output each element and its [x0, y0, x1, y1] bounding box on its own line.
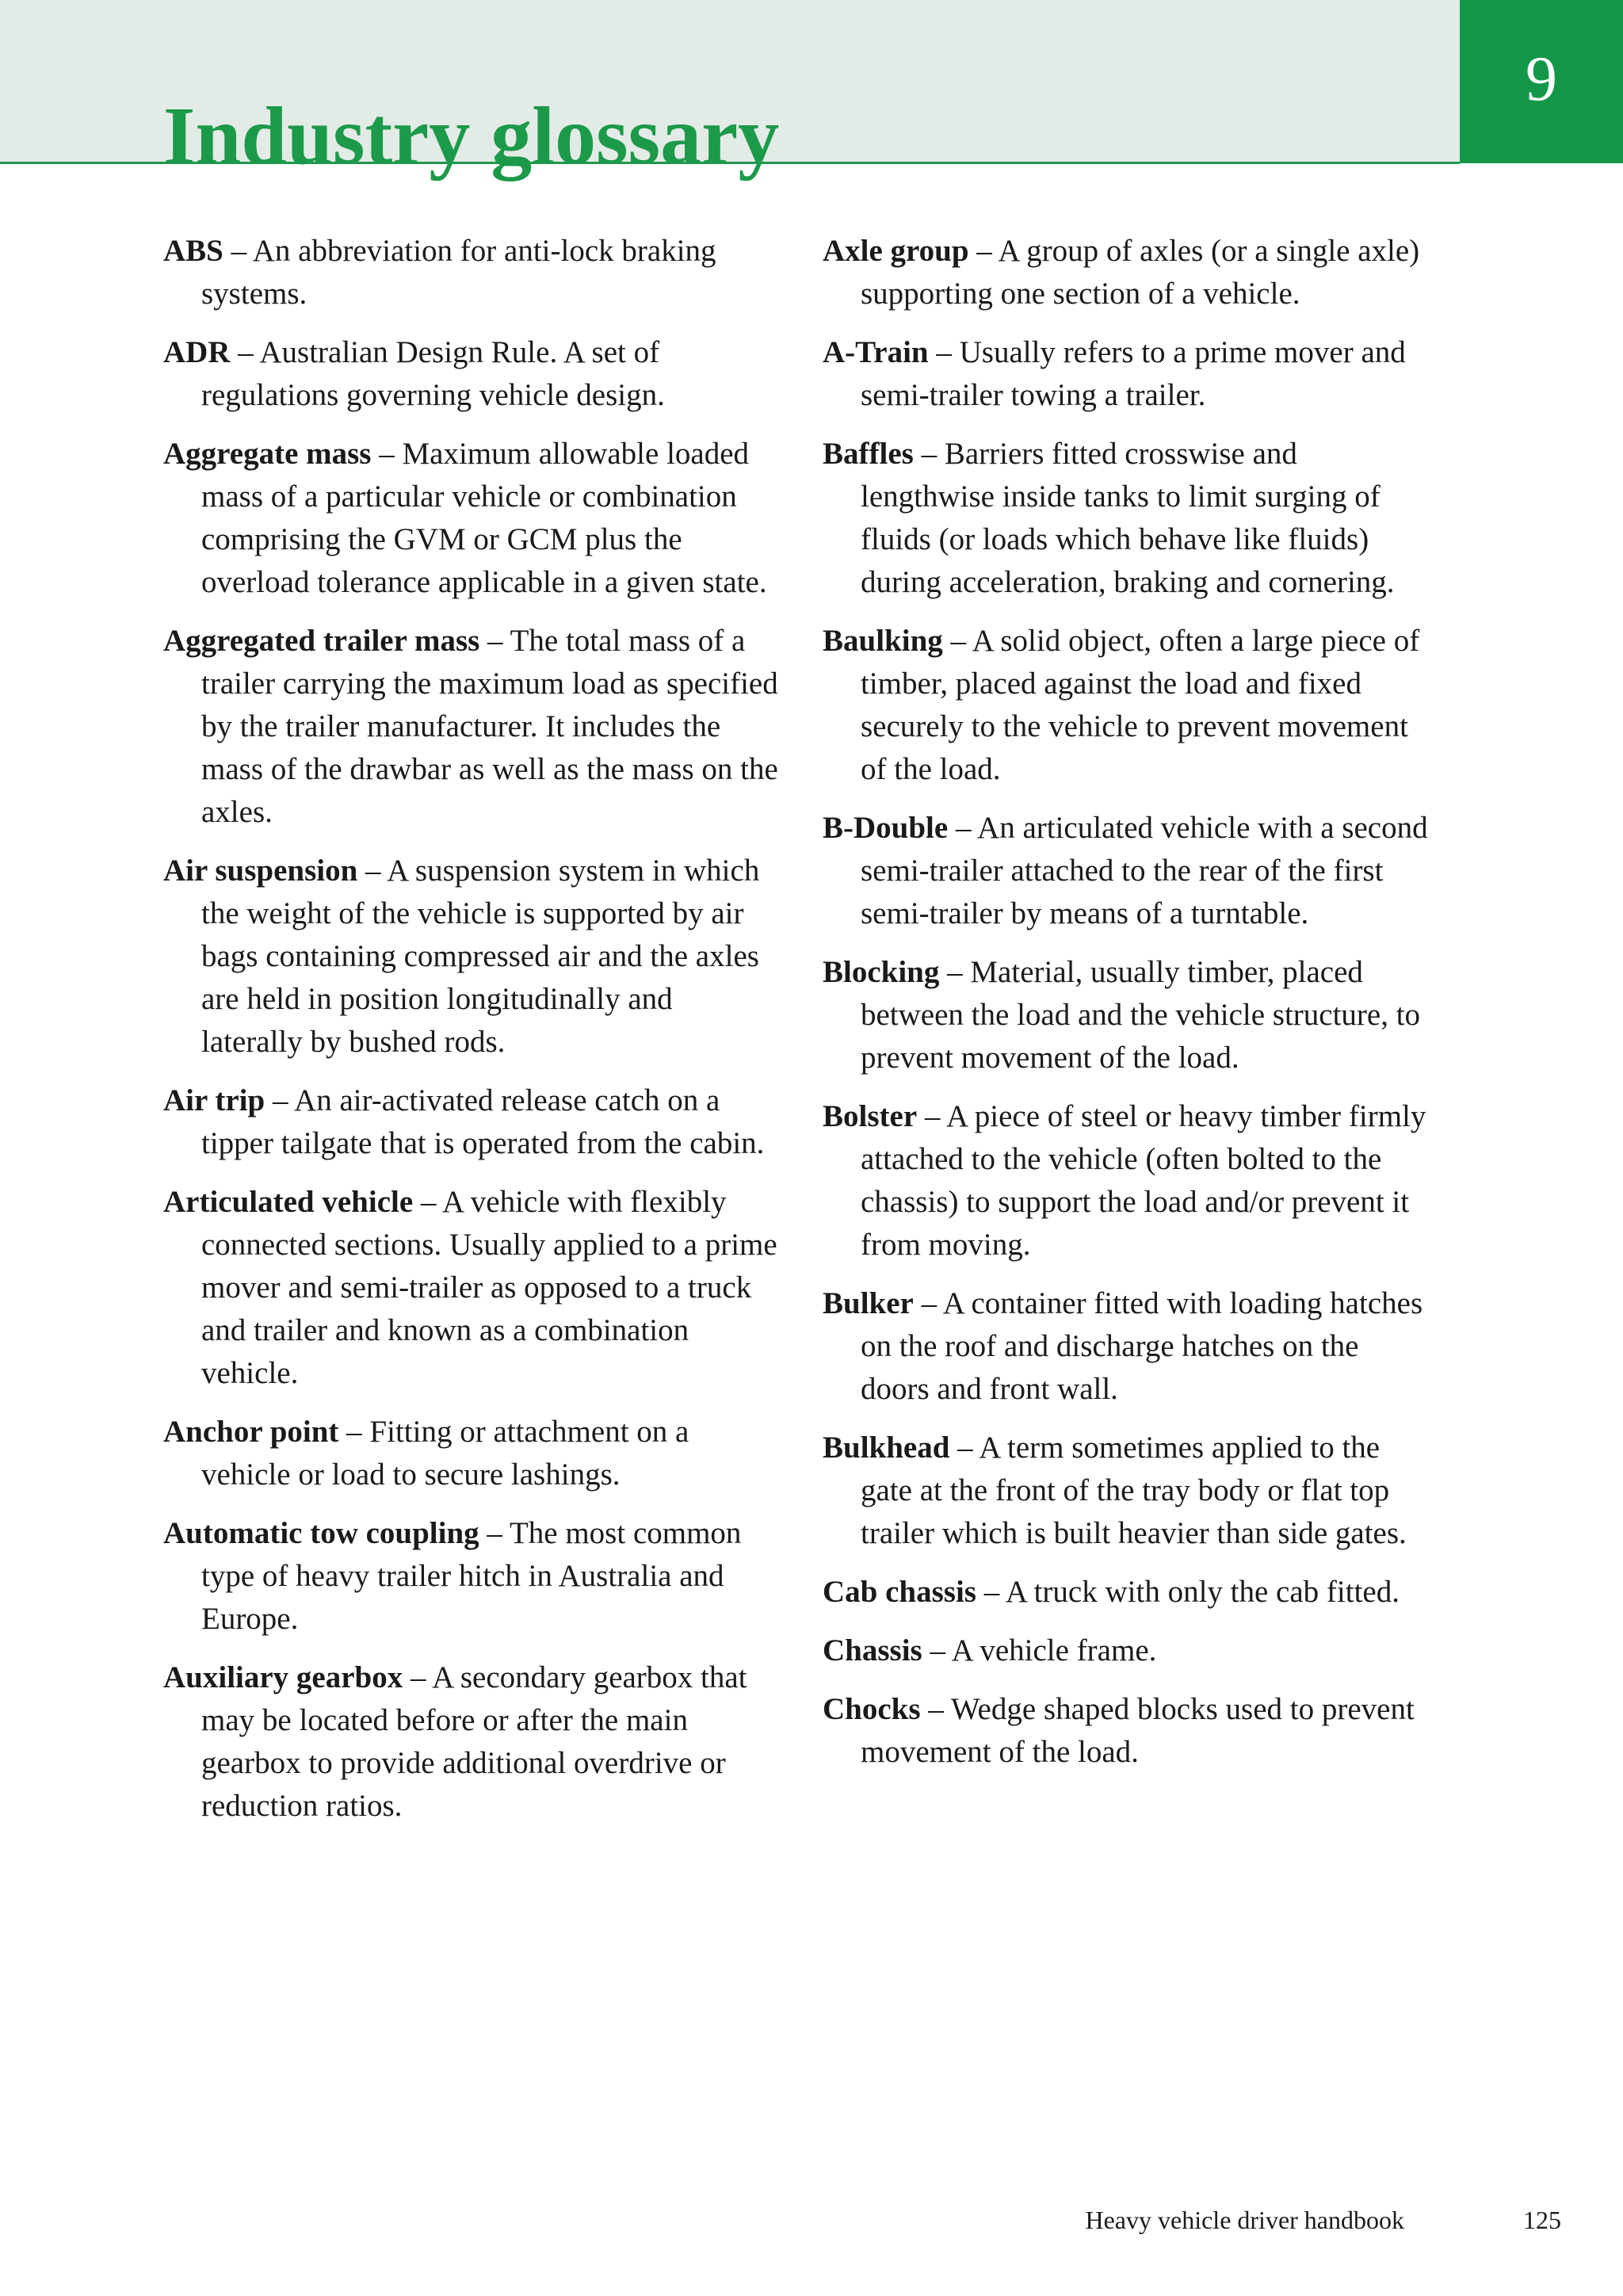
glossary-term: ABS	[163, 234, 223, 268]
glossary-term: Bulkhead	[823, 1431, 950, 1465]
glossary-entry-bulker	[823, 1282, 1433, 1411]
glossary-term: B-Double	[823, 811, 949, 845]
glossary-term: ADR	[163, 335, 231, 369]
glossary-term: Cab chassis	[823, 1575, 976, 1609]
glossary-term: Air trip	[163, 1083, 265, 1117]
glossary-entry-chassis	[823, 1629, 1433, 1672]
glossary-entry-aggregate-mass	[163, 433, 781, 604]
glossary-entry-automatic-tow-coupling	[163, 1512, 781, 1641]
glossary-definition: – Usually refers to a prime mover and semi-trailer towing a trailer.	[861, 335, 1406, 412]
glossary-term: Chocks	[823, 1692, 921, 1726]
glossary-term: Baulking	[823, 624, 943, 658]
glossary-definition: – Fitting or attachment on a vehicle or load to secure lashings.	[201, 1415, 689, 1492]
glossary-definition: – A solid object, often a large piece of timber, placed against the load and fixed securely to the vehicle to prevent movement of the load.	[861, 624, 1420, 786]
glossary-term: Axle group	[823, 234, 969, 268]
glossary-entry-chocks	[823, 1688, 1433, 1774]
glossary-definition: – A container fitted with loading hatches on the roof and discharge hatches on the doors and front wall.	[861, 1286, 1423, 1406]
glossary-term: Bulker	[823, 1286, 914, 1320]
glossary-entry-anchor-point	[163, 1411, 781, 1496]
glossary-entry-adr	[163, 331, 781, 417]
glossary-definition: – Australian Design Rule. A set of regulations governing vehicle design.	[201, 335, 665, 412]
glossary-term: Articulated vehicle	[163, 1185, 414, 1219]
glossary-entry-air-trip	[163, 1079, 781, 1165]
glossary-definition: – A vehicle frame.	[922, 1633, 1157, 1668]
glossary-definition: – A truck with only the cab fitted.	[976, 1575, 1400, 1609]
glossary-definition: – An abbreviation for anti-lock braking systems.	[201, 234, 716, 311]
glossary-column-left	[163, 230, 781, 1843]
glossary-definition: – Maximum allowable loaded mass of a particular vehicle or combination comprising the GVM or GCM plus the overload tolerance applicable in a given state.	[201, 437, 767, 599]
glossary-definition: – Wedge shaped blocks used to prevent movement of the load.	[861, 1692, 1415, 1769]
glossary-term: Aggregated trailer mass	[163, 624, 480, 658]
glossary-entry-axle-group	[823, 230, 1433, 315]
glossary-definition: – The total mass of a trailer carrying the maximum load as specified by the trailer manufacturer. It includes the mass of the drawbar as well as the mass on the axles.	[201, 624, 778, 829]
glossary-entry-blocking	[823, 951, 1433, 1079]
glossary-term: Air suspension	[163, 854, 358, 888]
footer-page-number: 125	[1523, 2206, 1561, 2234]
glossary-definition: – Material, usually timber, placed between the load and the vehicle structure, to prevent movement of the load.	[861, 955, 1421, 1075]
glossary-definition: – An air-activated release catch on a tipper tailgate that is operated from the cabin.	[201, 1083, 765, 1160]
glossary-entry-bolster	[823, 1095, 1433, 1266]
glossary-entry-b-double	[823, 807, 1433, 935]
glossary-term: Automatic tow coupling	[163, 1516, 479, 1550]
glossary-entry-air-suspension	[163, 850, 781, 1064]
glossary-term: Blocking	[823, 955, 940, 989]
glossary-entry-abs	[163, 230, 781, 315]
glossary-entry-baulking	[823, 620, 1433, 791]
glossary-entry-auxiliary-gearbox	[163, 1656, 781, 1828]
glossary-term: Bolster	[823, 1099, 918, 1133]
glossary-definition: – A group of axles (or a single axle) supporting one section of a vehicle.	[861, 234, 1420, 311]
glossary-term: Chassis	[823, 1633, 922, 1668]
glossary-entry-a-train	[823, 331, 1433, 417]
glossary-definition: – A secondary gearbox that may be located before or after the main gearbox to provide additional overdrive or reduction ratios.	[201, 1660, 747, 1823]
glossary-term: A-Train	[823, 335, 929, 369]
glossary-term: Baffles	[823, 437, 914, 471]
glossary-definition: – An articulated vehicle with a second semi-trailer attached to the rear of the first semi-trailer by means of a turntable.	[861, 811, 1428, 930]
glossary-entry-aggregated-trailer-mass	[163, 620, 781, 834]
glossary-entry-cab-chassis	[823, 1571, 1433, 1614]
page-title: Industry glossary	[163, 90, 780, 181]
glossary-term: Auxiliary gearbox	[163, 1660, 403, 1694]
glossary-term: Anchor point	[163, 1415, 339, 1449]
glossary-definition: – A piece of steel or heavy timber firmly attached to the vehicle (often bolted to the chassis) to support the load and/or prevent it from moving.	[861, 1099, 1426, 1262]
chapter-number-tab: 9	[1460, 0, 1623, 163]
glossary-definition: – Barriers fitted crosswise and lengthwise inside tanks to limit surging of fluids (or loads which behave like fluids) during acceleration, braking and cornering.	[861, 437, 1395, 599]
glossary-entry-baffles	[823, 433, 1433, 604]
glossary-definition: – A suspension system in which the weight of the vehicle is supported by air bags containing compressed air and the axles are held in position longitudinally and laterally by bushed rods.	[201, 854, 760, 1059]
glossary-entry-articulated-vehicle	[163, 1181, 781, 1395]
footer-book-title: Heavy vehicle driver handbook	[1085, 2206, 1404, 2234]
glossary-definition: – A vehicle with flexibly connected sections. Usually applied to a prime mover and semi-trailer as opposed to a truck and trailer and known as a combination vehicle.	[201, 1185, 777, 1390]
glossary-definition: – A term sometimes applied to the gate at the front of the tray body or flat top trailer which is built heavier than side gates.	[861, 1431, 1407, 1550]
glossary-entry-bulkhead	[823, 1427, 1433, 1555]
glossary-term: Aggregate mass	[163, 437, 372, 471]
glossary-column-right	[823, 230, 1433, 1790]
glossary-definition: – The most common type of heavy trailer hitch in Australia and Europe.	[201, 1516, 742, 1636]
